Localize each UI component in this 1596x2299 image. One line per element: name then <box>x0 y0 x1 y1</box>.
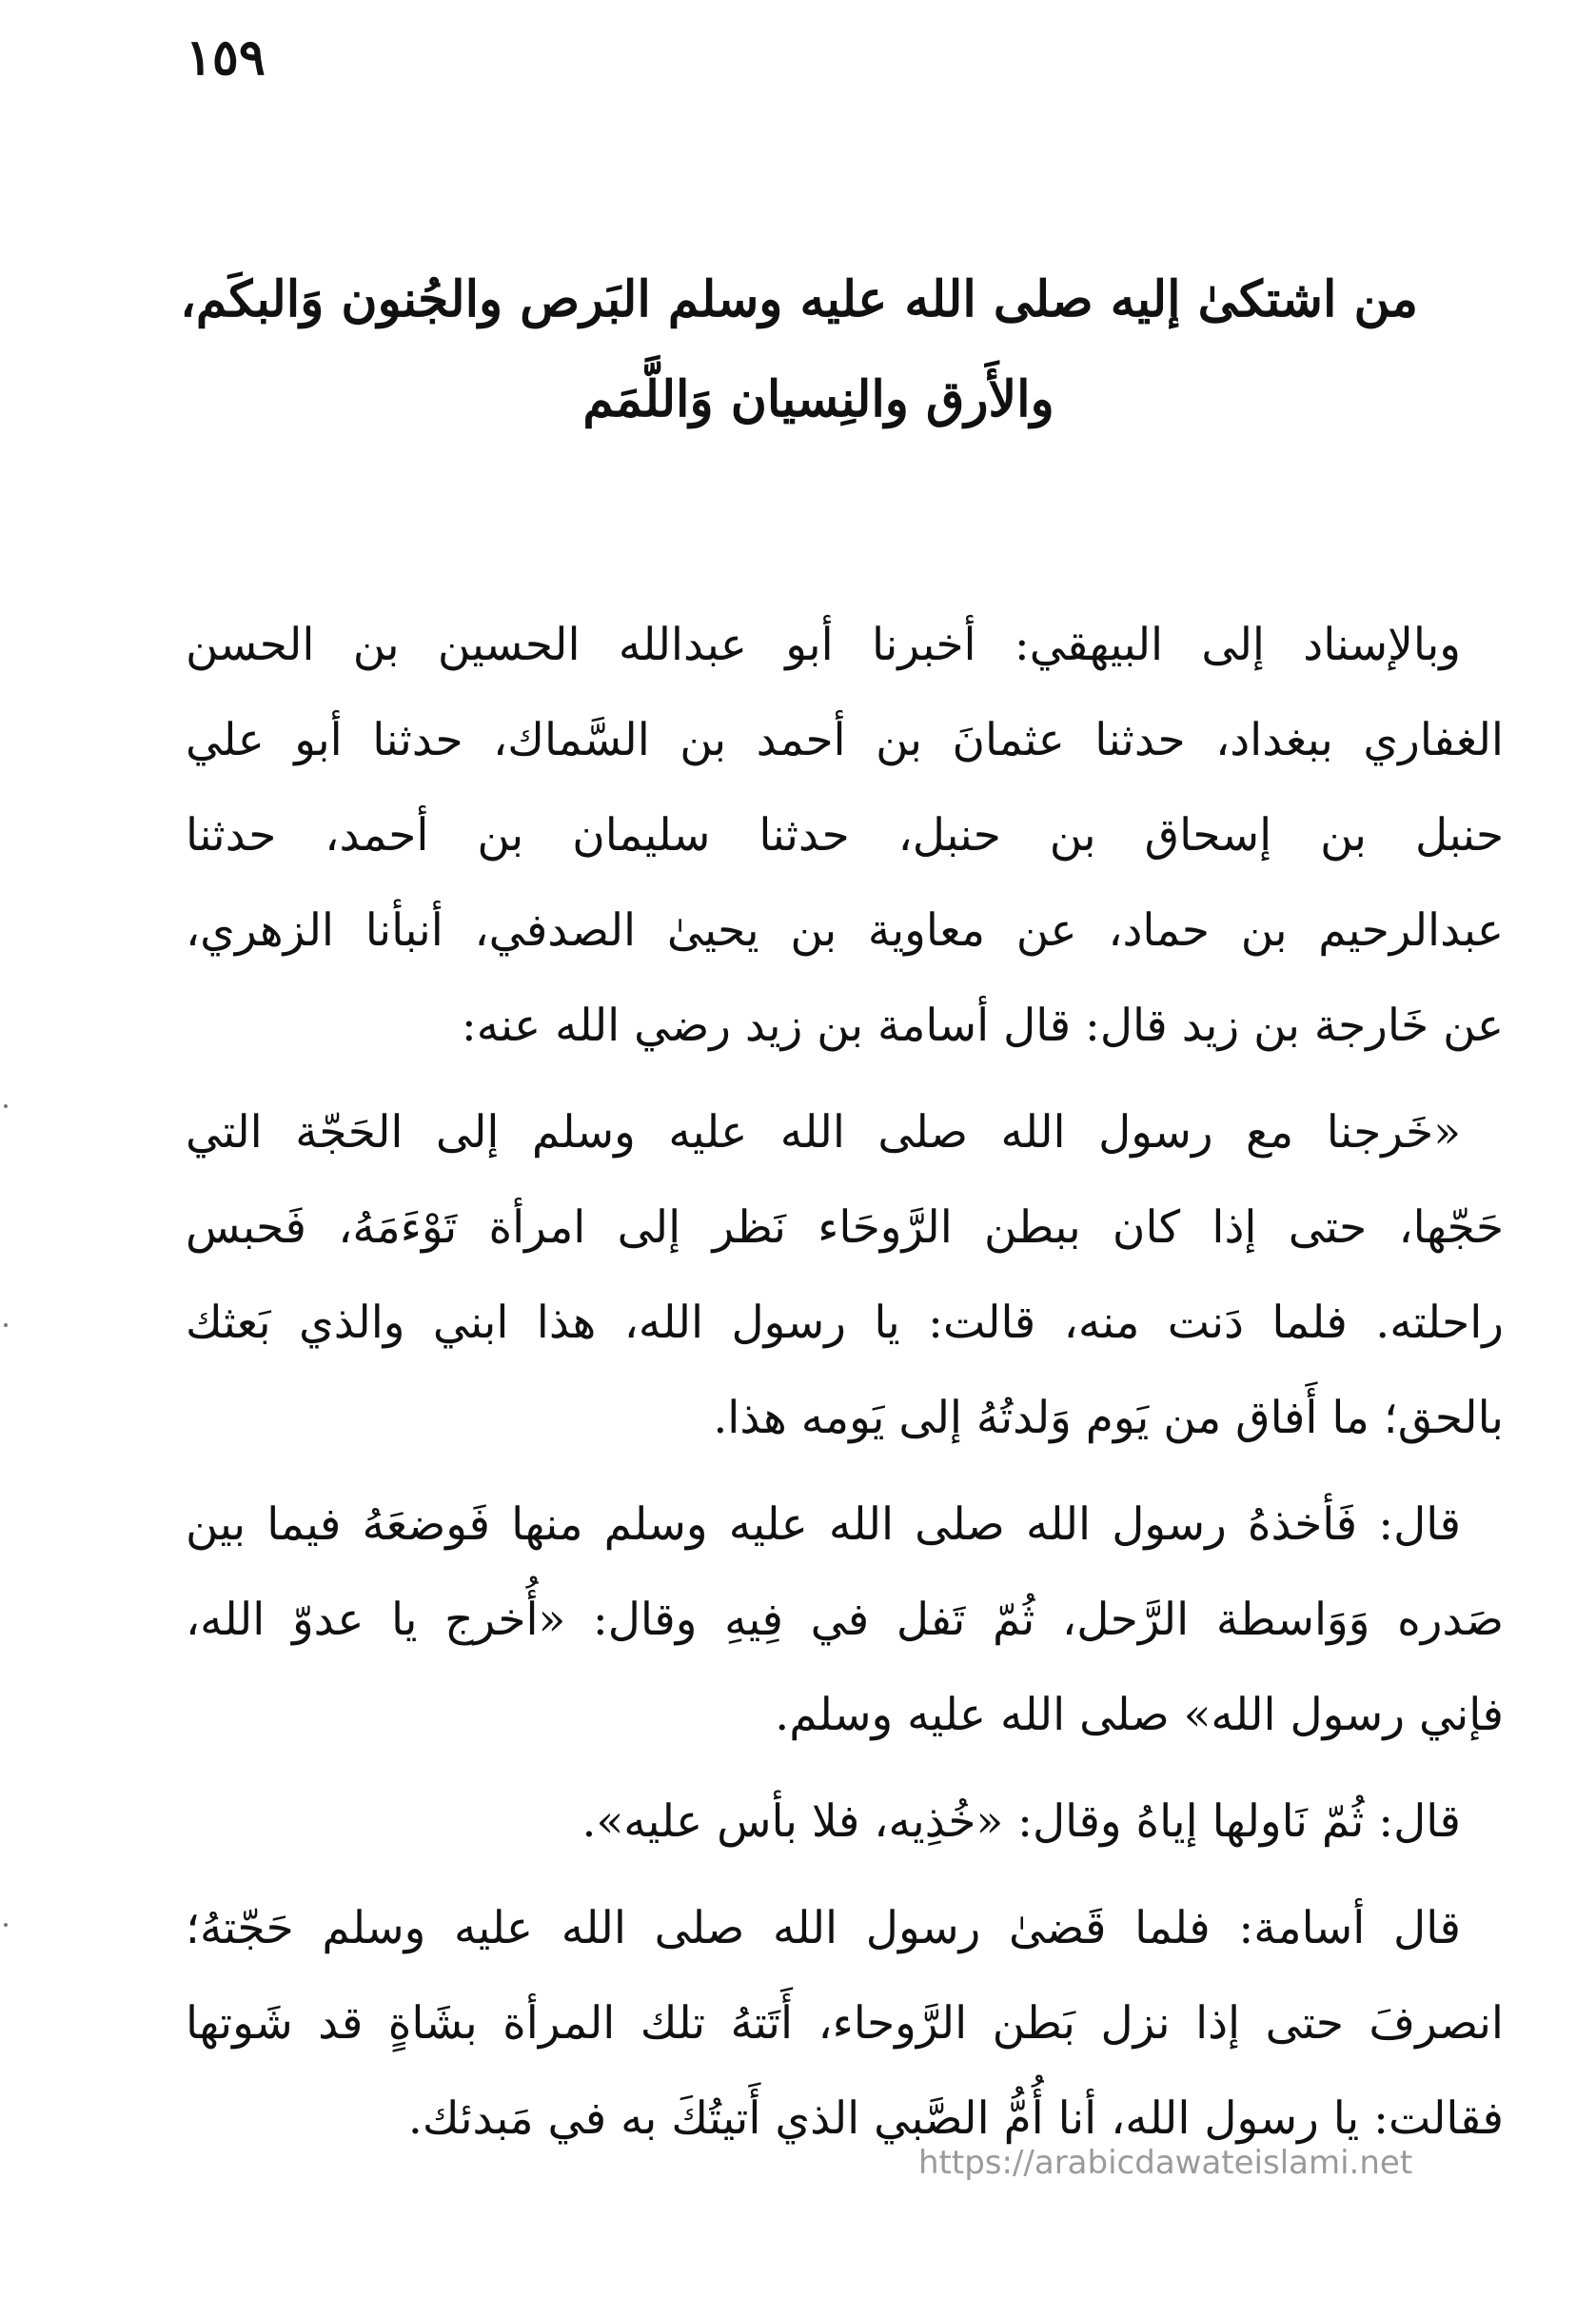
text-line: فقالت: يا رسول الله، أنا أُمُّ الصَّبي الذي أَتيتُكَ به في مَبدئك. <box>407 2092 1504 2145</box>
text-line: قال: فَأخذهُ رسول الله صلى الله عليه وسلم منها فَوضعَهُ فيما بين <box>186 1498 1461 1551</box>
text-line: الغفاري ببغداد، حدثنا عثمانَ بن أحمد بن السَّماك، حدثنا أبو علي <box>186 714 1504 766</box>
paragraph <box>186 1774 1504 1870</box>
text-line: راحلته. فلما دَنت منه، قالت: يا رسول الله، هذا ابني والذي بَعثك <box>186 1297 1504 1349</box>
text-line: «خَرجنا مع رسول الله صلى الله عليه وسلم إلى الحَجّة التي <box>186 1106 1461 1159</box>
text-line: انصرفَ حتى إذا نزل بَطن الرَّوحاء، أَتَتهُ تلك المرأة بشَاةٍ قد شَوتها <box>186 1997 1504 2050</box>
paragraph <box>186 1477 1504 1763</box>
body-text <box>186 598 1504 2178</box>
margin-speck <box>4 1323 8 1327</box>
paragraph <box>186 1881 1504 2167</box>
text-line: فإني رسول الله» صلى الله عليه وسلم. <box>775 1689 1504 1741</box>
text-line: حَجّها، حتى إذا كان ببطن الرَّوحَاء نَظر إلى امرأة تَوْءَمَهُ، فَحبس <box>186 1201 1504 1254</box>
text-line: وبالإسناد إلى البيهقي: أخبرنا أبو عبدالله الحسين بن الحسن <box>186 619 1461 671</box>
text-line: بالحق؛ ما أَفاق من يَوم وَلدتُهُ إلى يَومه هذا. <box>713 1392 1504 1444</box>
text-line: قال أسامة: فلما قَضىٰ رسول الله صلى الله عليه وسلم حَجّتهُ؛ <box>186 1902 1461 1954</box>
watermark-url: https://arabicdawateislami.net <box>918 2144 1413 2182</box>
chapter-title-line: من اشتكىٰ إليه صلى الله عليه وسلم البَرص والجُنون وَالبكَم، <box>180 270 1418 328</box>
text-line: عن خَارجة بن زيد قال: قال أسامة بن زيد رضي الله عنه: <box>461 1000 1504 1052</box>
margin-speck <box>4 1923 8 1927</box>
margin-speck <box>4 1104 8 1108</box>
page-number: ١٥٩ <box>186 29 266 87</box>
text-line: عبدالرحيم بن حماد، عن معاوية بن يحيىٰ الصدفي، أنبأنا الزهري، <box>186 904 1504 957</box>
paragraph <box>186 598 1504 1074</box>
text-line: صَدره وَوَاسطة الرَّحل، ثُمّ تَفل في فِيهِ وقال: «أُخرج يا عدوّ الله، <box>186 1594 1504 1646</box>
text-line: حنبل بن إسحاق بن حنبل، حدثنا سليمان بن أحمد، حدثنا <box>186 809 1504 862</box>
text-line: قال: ثُمّ نَاولها إياهُ وقال: «خُذِيه، فلا بأس عليه». <box>581 1795 1461 1848</box>
chapter-title-line: والأَرق والنِسيان وَاللَّمَم <box>582 370 1054 428</box>
paragraph <box>186 1085 1504 1466</box>
chapter-title <box>180 249 1418 449</box>
